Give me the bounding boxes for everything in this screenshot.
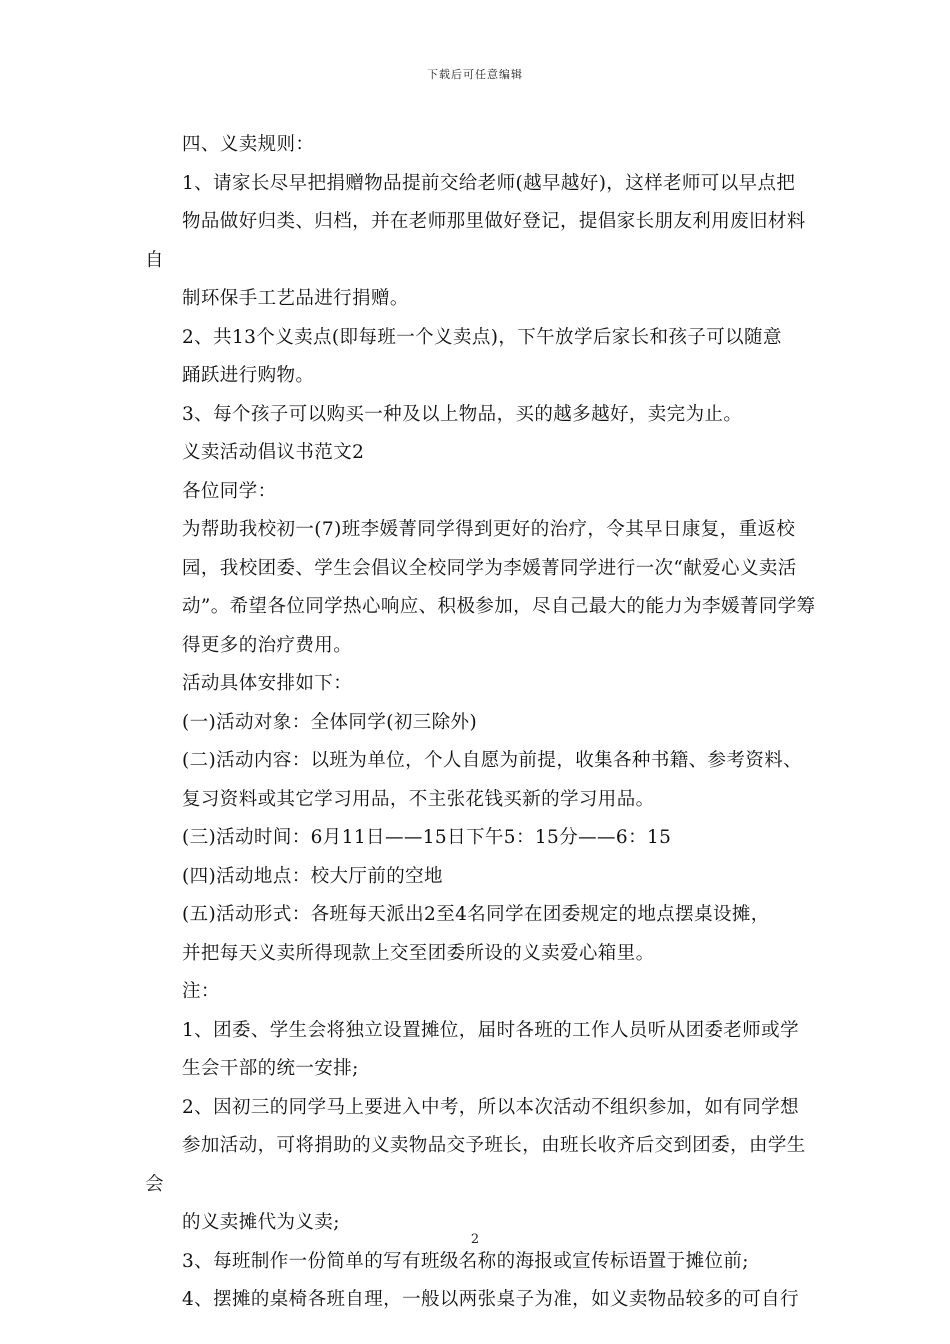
paragraph [145,126,821,165]
paragraph [145,511,821,665]
text-line: (二)活动内容：以班为单位，个人自愿为前提，收集各种书籍、参考资料、 [182,750,803,771]
page-header-note: 下载后可任意编辑 [427,68,523,81]
text-line: 注： [182,981,220,1002]
text-line: 动”。希望各位同学热心响应、积极参加，尽自己最大的能力为李媛菁同学筹 [182,596,816,617]
page-number: 2 [470,1232,480,1247]
text-line: 参加活动，可将捐助的义卖物品交予班长，由班长收齐后交到团委，由学生会 [145,1135,806,1195]
text-line: 制环保手工艺品进行捐赠。 [182,288,409,309]
paragraph [145,1281,821,1320]
text-line: 各位同学： [182,480,277,502]
text-line: 复习资料或其它学习用品，不主张花钱买新的学习用品。 [182,788,655,810]
text-line: 得更多的治疗费用。 [182,634,353,656]
paragraph [145,396,821,435]
paragraph [145,319,821,396]
text-line: (三)活动时间：6月11日——15日下午5：15分——6：15 [182,827,672,848]
paragraph [145,473,821,512]
document-body [145,126,821,1320]
text-line: 2、共13个义卖点(即每班一个义卖点)，下午放学后家长和孩子可以随意 [182,326,782,348]
paragraph [145,1243,821,1282]
text-line: 的义卖摊代为义卖; [182,1212,340,1233]
text-line: 踊跃进行购物。 [182,365,315,386]
text-line: 为帮助我校初一(7)班李媛菁同学得到更好的治疗，令其早日康复，重返校 [182,519,796,540]
text-line: 物品做好归类、归档，并在老师那里做好登记，提倡家长朋友利用废旧材料自 [145,211,806,271]
text-line: 3、每班制作一份简单的写有班级名称的海报或宣传标语置于摊位前; [182,1250,749,1272]
text-line: (四)活动地点：校大厅前的空地 [182,865,443,887]
text-line: 3、每个孩子可以购买一种及以上物品，买的越多越好，卖完为止。 [182,403,743,425]
paragraph [145,896,821,973]
paragraph [145,704,821,743]
paragraph [145,665,821,704]
text-line: 四、义卖规则： [182,134,315,155]
paragraph [145,434,821,473]
text-line: (一)活动对象：全体同学(初三除外) [182,711,478,733]
paragraph [145,858,821,897]
text-line: 园，我校团委、学生会倡议全校同学为李媛菁同学进行一次“献爱心义卖活 [182,557,797,579]
paragraph [145,742,821,819]
text-line: 1、请家长尽早把捐赠物品提前交给老师(越早越好)，这样老师可以早点把 [182,172,796,194]
text-line: 并把每天义卖所得现款上交至团委所设的义卖爱心箱里。 [182,942,655,964]
text-line: 4、摆摊的桌椅各班自理，一般以两张桌子为准，如义卖物品较多的可自行 [182,1289,799,1310]
text-line: (五)活动形式：各班每天派出2至4名同学在团委规定的地点摆桌设摊， [182,904,770,925]
text-line: 活动具体安排如下： [182,673,353,694]
text-line: 1、团委、学生会将独立设置摊位，届时各班的工作人员听从团委老师或学 [182,1019,799,1041]
paragraph [145,819,821,858]
paragraph [145,973,821,1012]
text-line: 义卖活动倡议书范文2 [182,442,365,463]
paragraph [145,1089,821,1243]
text-line: 生会干部的统一安排; [182,1058,359,1079]
text-line: 2、因初三的同学马上要进入中考，所以本次活动不组织参加，如有同学想 [182,1096,799,1118]
paragraph [145,165,821,319]
paragraph [145,1012,821,1089]
